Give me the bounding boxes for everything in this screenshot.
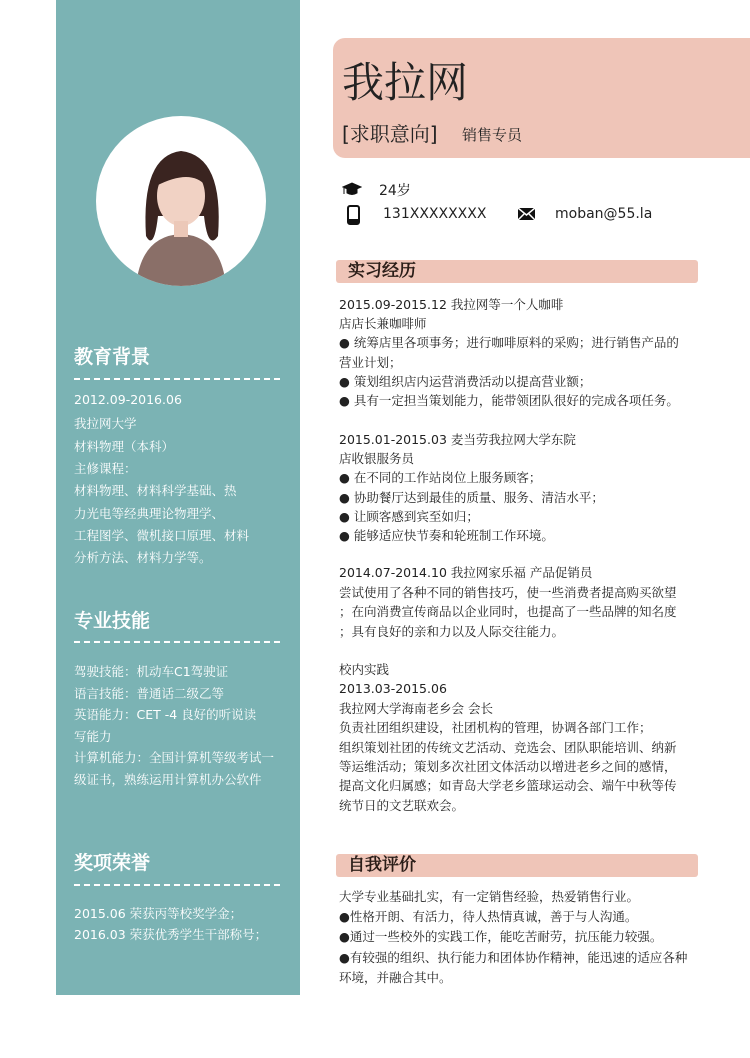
text-line: 材料物理（本科）	[74, 438, 175, 454]
text-line: ●性格开朗、有活力，待人热情真诚，善于与人沟通。	[339, 909, 638, 925]
text-line: 语言技能：普通话二级乙等	[74, 685, 225, 701]
text-line: 工程图学、微机接口原理、材料	[74, 527, 250, 543]
text-line: 我拉网大学海南老乡会 会长	[339, 700, 493, 716]
text-line: 2012.09-2016.06	[74, 392, 182, 407]
text-line: 营业计划；	[339, 354, 402, 370]
text-line: 提高文化归属感；如青岛大学老乡篮球运动会、端午中秋等传	[339, 778, 677, 794]
text-line: 2015.09-2015.12 我拉网等一个人咖啡	[339, 297, 564, 312]
applicant-name: 我拉网	[342, 58, 469, 107]
text-line: 等运维活动；策划多次社团文体活动以增进老乡之间的感情，	[339, 759, 677, 774]
text-line: ；具有良好的亲和力以及人际交往能力。	[339, 623, 565, 639]
email: moban@55.la	[555, 206, 653, 222]
text-line: 环境，并融合其中。	[339, 969, 452, 985]
text-line: 统节日的文艺联欢会。	[339, 797, 465, 813]
text-line: ● 能够适应快节奏和轮班制工作环境。	[339, 528, 554, 543]
text-line: 组织策划社团的传统文艺活动、竞选会、团队职能培训、纳新	[339, 739, 677, 755]
intent-value: 销售专员	[462, 126, 523, 144]
text-line: 英语能力：CET -4 良好的听说读	[74, 707, 257, 722]
education-title: 教育背景	[74, 346, 151, 368]
text-line: 店店长兼咖啡师	[339, 316, 427, 332]
divider	[74, 641, 280, 643]
text-line: 计算机能力：全国计算机等级考试一	[74, 750, 275, 765]
text-line: 级证书，熟练运用计算机办公软件	[74, 771, 262, 787]
graduation-cap-icon	[342, 181, 362, 197]
text-line: 我拉网大学	[74, 416, 137, 432]
phone-icon	[347, 205, 360, 225]
text-line: 尝试使用了各种不同的销售技巧，使一些消费者提高购买欲望	[339, 584, 677, 600]
self-eval-header	[336, 854, 698, 877]
text-line: 主修课程：	[74, 460, 137, 476]
email-icon	[518, 208, 535, 220]
age: 24岁	[379, 183, 411, 199]
text-line: ● 让顾客感到宾至如归；	[339, 508, 479, 524]
text-line: 2014.07-2014.10 我拉网家乐福 产品促销员	[339, 565, 593, 580]
text-line: ● 协助餐厅达到最佳的质量、服务、清洁水平；	[339, 489, 604, 505]
self-eval-title: 自我评价	[348, 855, 416, 875]
text-line: 2016.03 荣获优秀学生干部称号；	[74, 927, 268, 942]
text-line: 分析方法、材料力学等。	[74, 550, 212, 566]
text-line: ● 统筹店里各项事务；进行咖啡原料的采购；进行销售产品的	[339, 335, 679, 351]
divider	[74, 884, 280, 886]
intent-label: [求职意向]	[342, 122, 438, 146]
text-line: 力光电等经典理论物理学、	[74, 505, 225, 521]
experience-header	[336, 260, 698, 283]
text-line: 材料物理、材料科学基础、热	[74, 483, 237, 499]
divider	[74, 378, 280, 380]
skills-title: 专业技能	[74, 610, 151, 632]
text-line: 2015.01-2015.03 麦当劳我拉网大学东院	[339, 432, 576, 447]
text-line: 大学专业基础扎实，有一定销售经验，热爱销售行业。	[339, 889, 640, 904]
text-line: 校内实践	[339, 662, 390, 677]
profile-photo	[96, 116, 266, 286]
text-line: ●有较强的组织、执行能力和团体协作精神，能迅速的适应各种	[339, 949, 688, 965]
text-line: ● 在不同的工作站岗位上服务顾客；	[339, 470, 542, 486]
text-line: 2013.03-2015.06	[339, 681, 447, 697]
text-line: 驾驶技能：机动车C1驾驶证	[74, 664, 229, 679]
text-line: 负责社团组织建设，社团机构的管理，协调各部门工作；	[339, 720, 652, 736]
experience-title: 实习经历	[348, 261, 416, 281]
text-line: ● 具有一定担当策划能力，能带领团队很好的完成各项任务。	[339, 393, 679, 408]
awards-title: 奖项荣誉	[74, 852, 151, 874]
text-line: ；在向消费宣传商品以企业同时，也提高了一些品牌的知名度	[339, 604, 677, 619]
phone: 131XXXXXXXX	[383, 206, 487, 222]
text-line: 2015.06 荣获丙等校奖学金；	[74, 906, 243, 921]
text-line: 写能力	[74, 728, 112, 744]
text-line: ●通过一些校外的实践工作，能吃苦耐劳，抗压能力较强。	[339, 929, 663, 945]
text-line: ● 策划组织店内运营消费活动以提高营业额；	[339, 373, 592, 389]
text-line: 店收银服务员	[339, 451, 415, 467]
